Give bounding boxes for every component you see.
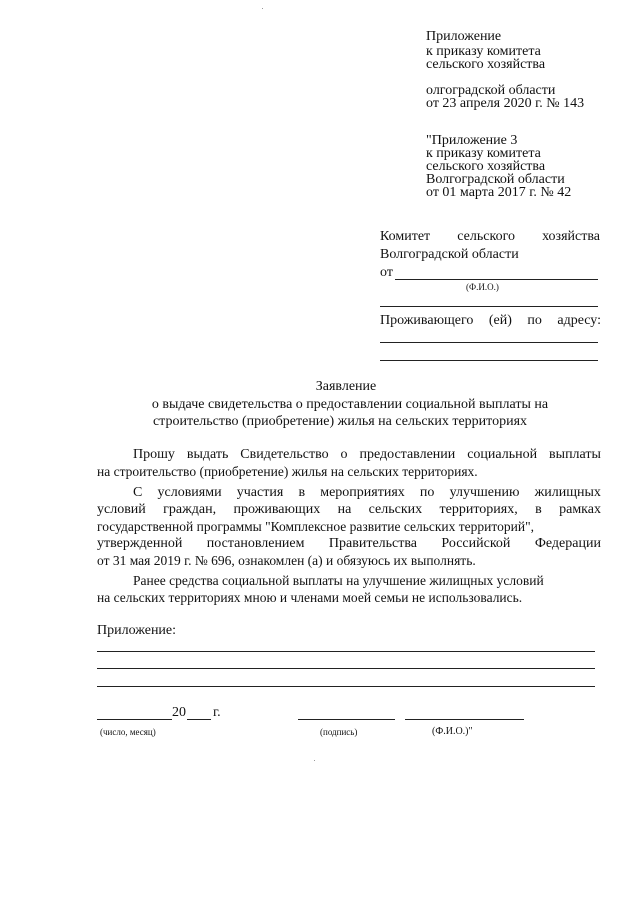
year-suffix: г. (213, 705, 221, 720)
word: постановлением (206, 536, 305, 551)
word: жилищных (534, 485, 601, 500)
fio-caption: (Ф.И.О.) (466, 282, 499, 292)
attachment-field-3[interactable] (97, 686, 595, 687)
scan-speck (314, 760, 315, 761)
year-prefix: 20 (172, 705, 186, 720)
paragraph-2-line-5: от 31 мая 2019 г. № 696, ознакомлен (а) и обязуюсь их выполнять. (97, 553, 476, 568)
year-field[interactable] (187, 719, 211, 720)
signature-fio-caption: (Ф.И.О.)" (432, 726, 473, 737)
date-caption: (число, месяц) (100, 727, 156, 737)
residing-line (380, 314, 601, 328)
title-main: Заявление (315, 379, 377, 394)
word: С (133, 485, 143, 500)
residing-word: по (527, 313, 542, 328)
word: на (337, 502, 352, 517)
appendix3-line-5: от 01 марта 2017 г. № 42 (426, 185, 572, 200)
word: по (419, 485, 435, 500)
approval-line-1: Приложение (426, 29, 502, 44)
word: Федерации (534, 536, 601, 551)
paragraph-2-line-4 (97, 537, 601, 551)
word: в (298, 485, 306, 500)
committee-word: сельского (457, 229, 515, 244)
signature-field[interactable] (298, 719, 395, 720)
residing-word: адресу: (557, 313, 601, 328)
word: социальной (467, 447, 538, 462)
word: рамках (559, 502, 601, 517)
word: выдать (186, 447, 229, 462)
paragraph-1-line-1 (133, 448, 601, 462)
from-fio-field[interactable] (395, 279, 598, 280)
word: выплаты (549, 447, 601, 462)
word: утвержденной (97, 536, 183, 551)
scan-speck (262, 8, 263, 9)
paragraph-3-line-1: Ранее средства социальной выплаты на улучшение жилищных условий (133, 573, 544, 588)
word: граждан, (163, 502, 217, 517)
word: территориях, (439, 502, 518, 517)
appendix3-line-3: сельского хозяйства (426, 159, 546, 174)
approval-line-4: олгоградской области (426, 83, 556, 98)
appendix3-line-2: к приказу комитета (426, 146, 541, 161)
word: участия (236, 485, 284, 500)
signature-caption: (подпись) (320, 727, 358, 737)
address-field-1[interactable] (380, 342, 598, 343)
committee-word: хозяйства (542, 229, 600, 244)
word: в (535, 502, 542, 517)
attachment-label: Приложение: (97, 623, 177, 638)
paragraph-2-line-1 (133, 486, 601, 500)
paragraph-3-line-2: на сельских территориях мною и членами моей семьи не использовались. (97, 590, 523, 605)
residing-word: (ей) (488, 313, 512, 328)
date-field[interactable] (97, 719, 172, 720)
from-label: от (380, 265, 393, 280)
word: сельских (368, 502, 423, 517)
word: мероприятиях (320, 485, 405, 500)
paragraph-2-line-3: государственной программы "Комплексное развитие сельских территорий", (97, 519, 534, 534)
attachment-field-2[interactable] (97, 668, 595, 669)
appendix3-line-1: "Приложение 3 (426, 133, 518, 148)
residing-word: Проживающего (380, 313, 474, 328)
paragraph-1-line-2: на строительство (приобретение) жилья на сельских территориях. (97, 464, 478, 479)
title-line-2: строительство (приобретение) жилья на сельских территориях (152, 414, 528, 429)
approval-line-5: от 23 апреля 2020 г. № 143 (426, 96, 585, 111)
word: Российской (441, 536, 511, 551)
approval-line-3: сельского хозяйства (426, 57, 546, 72)
attachment-field-1[interactable] (97, 651, 595, 652)
word: условий (97, 502, 146, 517)
word: улучшению (449, 485, 520, 500)
title-line-1: о выдаче свидетельства о предоставлении социальной выплаты на (151, 397, 549, 412)
approval-line-2: к приказу комитета (426, 44, 541, 59)
address-field-2[interactable] (380, 360, 598, 361)
region-line: Волгоградской области (380, 247, 519, 262)
signature-fio-field[interactable] (405, 719, 524, 720)
word: условиями (157, 485, 222, 500)
word: Прошу (133, 447, 175, 462)
paragraph-2-line-2 (97, 503, 601, 517)
committee-word: Комитет (380, 229, 431, 244)
word: о (340, 447, 348, 462)
appendix3-line-4: Волгоградской области (426, 172, 565, 187)
word: предоставлении (359, 447, 456, 462)
committee-line (380, 230, 600, 244)
fio-extra-field[interactable] (380, 306, 598, 307)
word: Правительства (328, 536, 418, 551)
word: проживающих (233, 502, 321, 517)
word: Свидетельство (240, 447, 329, 462)
